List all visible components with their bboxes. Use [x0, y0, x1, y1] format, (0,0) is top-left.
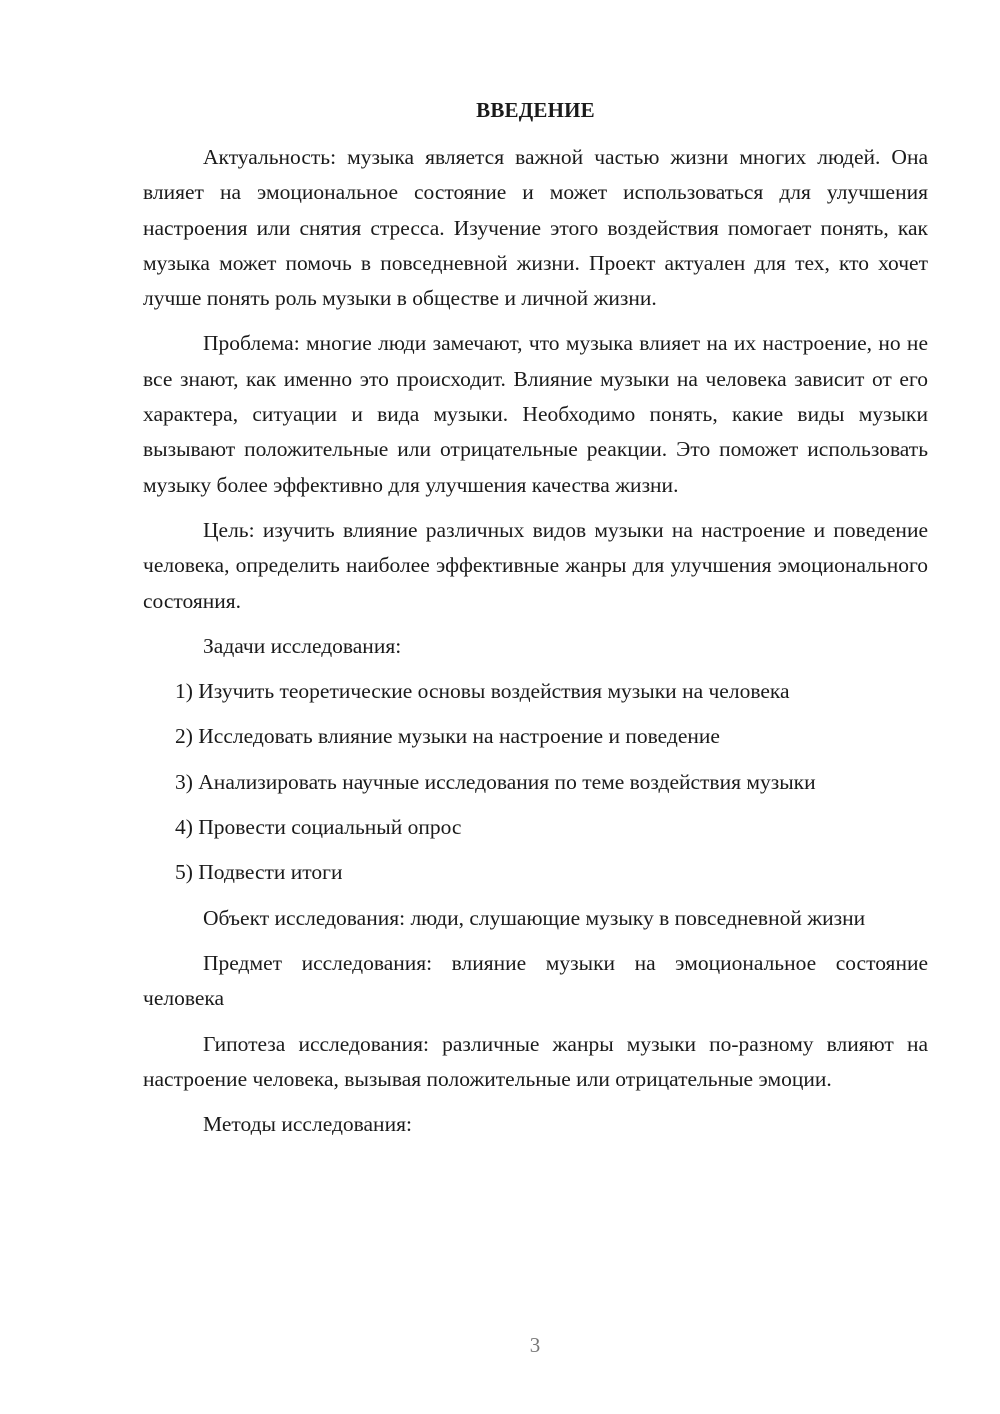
tasks-list: [143, 674, 928, 890]
list-item: 1) Изучить теоретические основы воздействия музыки на человека: [175, 679, 790, 704]
tasks-heading: Задачи исследования:: [203, 633, 402, 658]
document-page: [143, 92, 928, 1152]
problem-paragraph: Проблема: многие люди замечают, что музыка влияет на их настроение, но не все знают, как именно это происходит. Влияние музыки на человека зависит от его характера, ситуации и вида музыки. Необходимо понять, какие виды музыки вызывают положительные или отрицательные реакции. Это поможет использовать музыку более эффективно для улучшения качества жизни.: [143, 331, 928, 497]
page-number: 3: [529, 1333, 541, 1357]
methods-heading: Методы исследования:: [203, 1112, 412, 1137]
hypothesis-paragraph: Гипотеза исследования: различные жанры музыки по-разному влияют на настроение человека, вызывая положительные или отрицательные эмоции.: [143, 1031, 928, 1091]
subject-paragraph: Предмет исследования: влияние музыки на эмоциональное состояние человека: [143, 950, 928, 1011]
section-heading: ВВЕДЕНИЕ: [476, 98, 595, 122]
list-item: 4) Провести социальный опрос: [175, 815, 462, 840]
goal-paragraph: Цель: изучить влияние различных видов музыки на настроение и поведение человека, определить наиболее эффективные жанры для улучшения эмоционального состояния.: [143, 517, 928, 613]
relevance-paragraph: Актуальность: музыка является важной частью жизни многих людей. Она влияет на эмоциональное состояние и может использоваться для улучшения настроения или снятия стресса. Изучение этого воздействия помогает понять, как музыка может помочь в повседневной жизни. Проект актуален для тех, кто хочет лучше понять роль музыки в обществе и личной жизни.: [143, 145, 928, 311]
list-item: 3) Анализировать научные исследования по теме воздействия музыки: [175, 769, 816, 794]
object-paragraph: Объект исследования: люди, слушающие музыку в повседневной жизни: [203, 905, 866, 930]
list-item: 2) Исследовать влияние музыки на настроение и поведение: [175, 724, 720, 749]
list-item: 5) Подвести итоги: [175, 860, 343, 885]
